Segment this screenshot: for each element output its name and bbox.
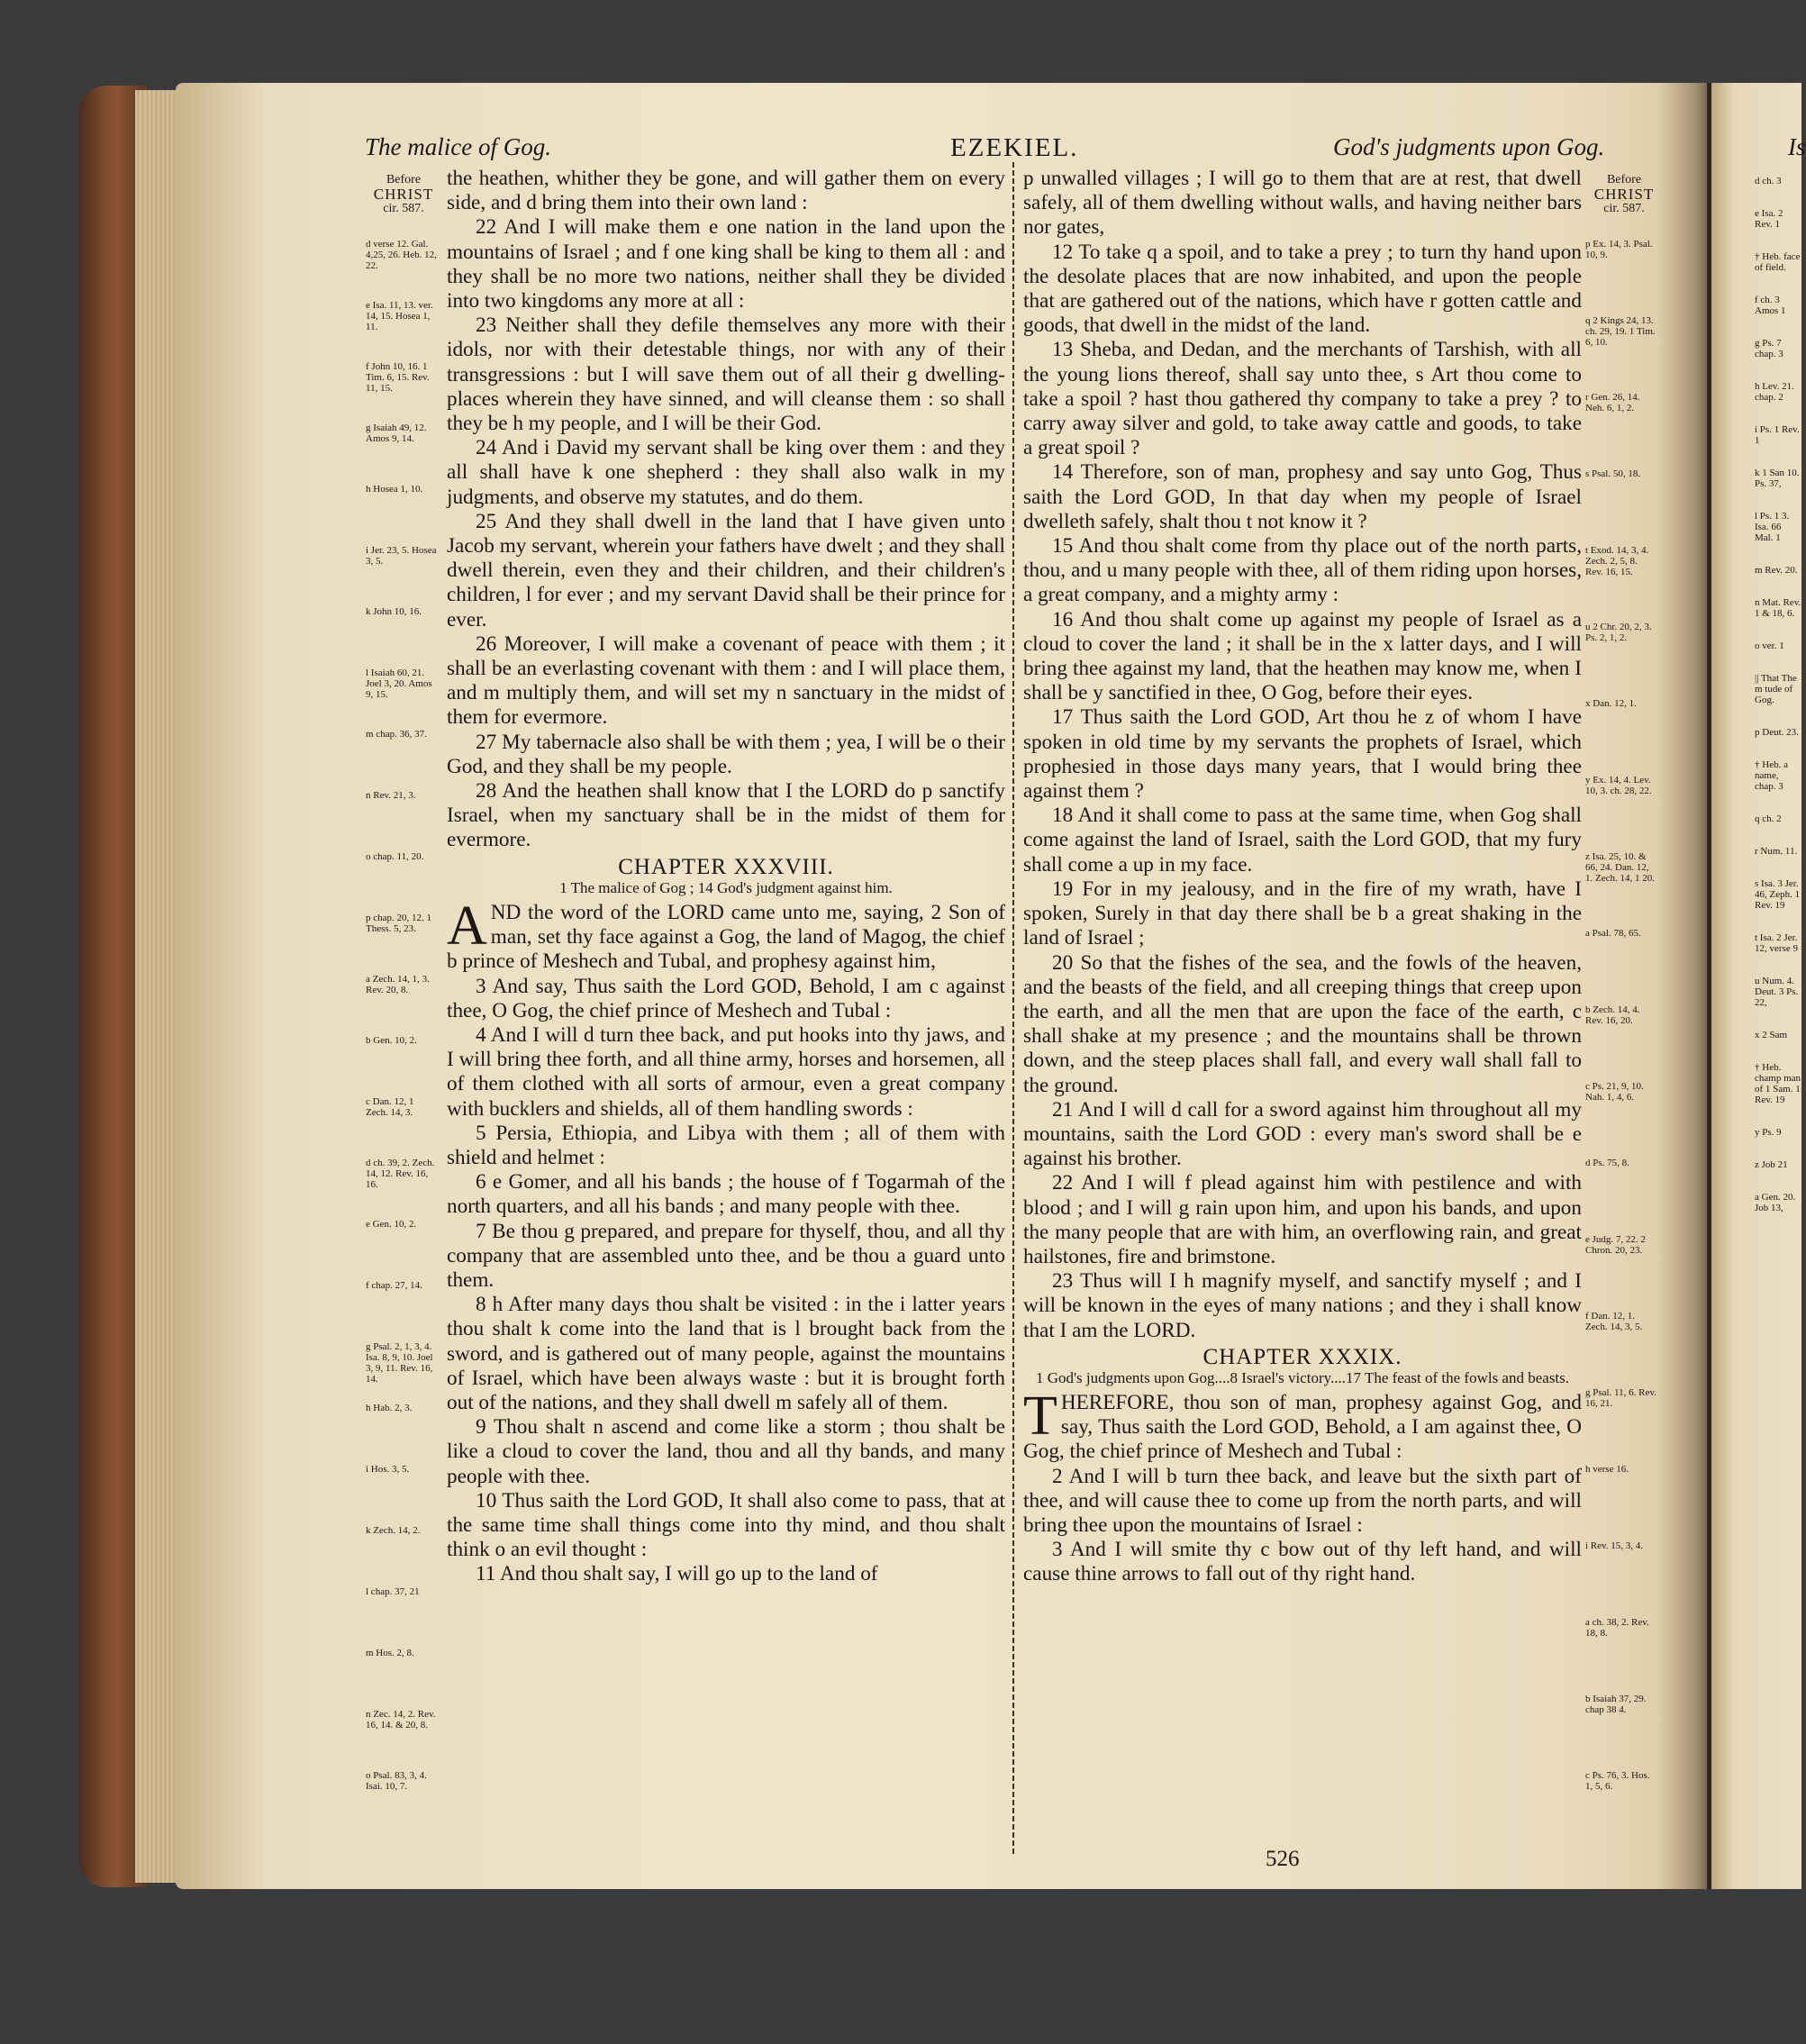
cross-reference-note: m chap. 36, 37. — [366, 729, 427, 740]
next-page-margin-notes — [1755, 176, 1801, 1235]
drop-cap: A — [447, 895, 487, 957]
cross-reference-note: c Ps. 21, 9, 10. Nah. 1, 4, 6. — [1585, 1081, 1644, 1103]
cross-reference-note: o ver. 1 — [1755, 640, 1784, 651]
cross-reference-note: l Isaiah 60, 21. Joel 3, 20. Amos 9, 15. — [366, 668, 432, 700]
verse-paragraph: 17 Thus saith the Lord GOD, Art thou he z of whom I have spoken in old time by my servants the prophets of Israel, which prophesied in those days many years, that I would bring thee against them ? — [1023, 705, 1582, 804]
verse-paragraph: 9 Thou shalt n ascend and come like a storm ; thou shalt be like a cloud to cover the land, thou and all thy bands, and many people with thee. — [447, 1415, 1005, 1488]
cross-reference-note: a Zech. 14, 1, 3. Rev. 20, 8. — [366, 974, 430, 995]
verse-paragraph: 14 Therefore, son of man, prophesy and say unto Gog, Thus saith the Lord GOD, In that day when my people of Israel dwelleth safely, shalt thou t not know it ? — [1023, 460, 1582, 533]
cross-reference-note: r Num. 11. — [1755, 846, 1798, 857]
before-christ-left — [368, 173, 440, 216]
cross-reference-note: k Zech. 14, 2. — [366, 1525, 421, 1536]
cross-reference-note: s Psal. 50, 18. — [1585, 468, 1641, 479]
cross-reference-note: y Ps. 9 — [1755, 1127, 1782, 1138]
cross-reference-note: e Judg. 7, 22. 2 Chron. 20, 23. — [1585, 1234, 1646, 1256]
cross-reference-note: e Gen. 10, 2. — [366, 1219, 417, 1230]
cross-reference-note: b Gen. 10, 2. — [366, 1035, 417, 1046]
cross-reference-note: e Isa. 2 Rev. 1 — [1755, 208, 1783, 230]
cross-reference-note: a Psal. 78, 65. — [1585, 928, 1641, 939]
cross-reference-note: i Hos. 3, 5. — [366, 1464, 410, 1475]
cross-reference-note: d ch. 3 — [1755, 176, 1782, 186]
cross-reference-note: g Ps. 7 chap. 3 — [1755, 338, 1783, 359]
cross-reference-note: d ch. 39, 2. Zech. 14, 12. Rev. 16, 16. — [366, 1158, 435, 1190]
cross-reference-note: h verse 16. — [1585, 1464, 1629, 1475]
verse-paragraph: 27 My tabernacle also shall be with them ; yea, I will be o their God, and they shall be my people. — [447, 730, 1005, 778]
verse-paragraph: 23 Neither shall they defile themselves any more with their idols, nor with their detestable things, nor with any of their transgressions : but I will save them out of all their g dwelling-places wherein they have sinned, and will cleanse them : so shall they be h my people, and I will be their God. — [447, 313, 1005, 436]
verse-paragraph — [1023, 1385, 1582, 1465]
cross-reference-note: t Exod. 14, 3, 4. Zech. 2, 5, 8. Rev. 16, 15. — [1585, 545, 1649, 577]
verse-paragraph: the heathen, whither they be gone, and will gather them on every side, and d bring them into their own land : — [447, 167, 1005, 215]
verse-paragraph: 25 And they shall dwell in the land that I have given unto Jacob my servant, wherein your fathers have dwelt ; and they shall dwell therein, even they and their children, and their children's children, l for ever ; and my servant David shall be their prince for ever. — [447, 509, 1005, 631]
cross-reference-note: n Mat. Rev. 1 & 18, 6. — [1755, 597, 1801, 619]
running-head-right: God's judgments upon Gog. — [1333, 133, 1605, 160]
verse-paragraph: 18 And it shall come to pass at the same time, when Gog shall come against the land of Israel, saith the Lord GOD, that my fury shall come a up in my face. — [1023, 804, 1582, 877]
cross-reference-note: n Zec. 14, 2. Rev. 16, 14. & 20, 8. — [366, 1709, 436, 1731]
verse-paragraph: 26 Moreover, I will make a covenant of peace with them ; it shall be an everlasting covenant with them : and I will place them, and m multiply them, and will set my n sanctuary in the midst of them for evermore. — [447, 631, 1005, 730]
cross-reference-note: q ch. 2 — [1755, 813, 1782, 824]
next-page-head: Is — [1788, 133, 1806, 160]
cross-reference-note: b Zech. 14, 4. Rev. 16, 20. — [1585, 1004, 1640, 1026]
verse-paragraph: 22 And I will f plead against him with pestilence and with blood ; and I will g rain upon him, and upon his bands, and upon the many people that are with him, an overflowing rain, and great hailstones, fire and brimstone. — [1023, 1171, 1582, 1268]
cross-reference-note: a Gen. 20. Job 13, — [1755, 1192, 1796, 1213]
verse-paragraph: 20 So that the fishes of the sea, and the fowls of the heaven, and the beasts of the field, and all creeping things that creep upon the earth, and all the men that are upon the face of the earth, c shall shake at my presence ; and the mountains shall be thrown down, and the steep places shall fall, and every wall shall fall to the ground. — [1023, 950, 1582, 1097]
verse-paragraph: 2 And I will b turn thee back, and leave but the sixth part of thee, and will cause thee to come up from the north parts, and will bring thee upon the mountains of Israel : — [1023, 1464, 1582, 1537]
cross-reference-note: f chap. 27, 14. — [366, 1280, 422, 1291]
verse-paragraph: 24 And i David my servant shall be king over them : and they all shall have k one shepherd : they shall also walk in my judgments, and observe my statutes, and do them. — [447, 436, 1005, 509]
cross-reference-note: z Isa. 25, 10. & 66, 24. Dan. 12, 1. Zech. 14, 1 20. — [1585, 851, 1655, 884]
cross-reference-note: i Rev. 15, 3, 4. — [1585, 1540, 1644, 1551]
verse-paragraph: 28 And the heathen shall know that I the LORD do p sanctify Israel, when my sanctuary shall be in the midst of them for evermore. — [447, 779, 1005, 852]
verse-paragraph — [447, 895, 1005, 975]
chapter-heading: CHAPTER XXXIX. — [1202, 1344, 1402, 1369]
right-text-column — [1023, 167, 1582, 1587]
cross-reference-note: t Isa. 2 Jer. 12, verse 9 — [1755, 932, 1798, 954]
gutter-shadow — [1657, 83, 1711, 1889]
before-christ-christ: CHRIST — [1593, 186, 1655, 203]
verse-text: HEREFORE, thou son of man, prophesy against Gog, and say, Thus saith the Lord GOD, Behold, a I am against thee, O Gog, the chief prince of Meshech and Tubal : — [1023, 1390, 1582, 1464]
right-margin-notes — [1585, 239, 1657, 1860]
before-christ-label: Before — [386, 173, 422, 186]
cross-reference-note: † Heb. a name, chap. 3 — [1755, 759, 1788, 792]
cross-reference-note: u Num. 4. Deut. 3 Ps. 22, — [1755, 976, 1799, 1008]
chapter-summary: 1 The malice of Gog ; 14 God's judgment against him. — [559, 878, 893, 896]
cross-reference-note: z Job 21 — [1755, 1159, 1788, 1170]
verse-paragraph: 16 And thou shalt come up against my people of Israel as a cloud to cover the land ; it shall be in the x latter days, and I will bring thee against my land, that the heathen may know me, when I shall be y sanctified in thee, O Gog, before their eyes. — [1023, 607, 1582, 705]
cross-reference-note: l chap. 37, 21 — [366, 1586, 420, 1597]
cross-reference-note: o Psal. 83, 3, 4. Isai. 10, 7. — [366, 1770, 427, 1792]
verse-paragraph: p unwalled villages ; I will go to them that are at rest, that dwell safely, all of them dwelling without walls, and having neither bars nor gates, — [1023, 167, 1582, 240]
running-head-left: The malice of Gog. — [365, 133, 551, 160]
before-christ-date: cir. 587. — [1603, 202, 1645, 215]
cross-reference-note: x Dan. 12, 1. — [1585, 698, 1637, 709]
cross-reference-note: † Heb. champ man of 1 Sam. 1 Rev. 19 — [1755, 1062, 1801, 1105]
cross-reference-note: x 2 Sam — [1755, 1030, 1788, 1040]
cross-reference-note: g Psal. 11, 6. Rev. 16, 21. — [1585, 1387, 1656, 1409]
cross-reference-note: k John 10, 16. — [366, 606, 422, 617]
verse-text: ND the word of the LORD came unto me, saying, 2 Son of man, set thy face against a Gog, the land of Magog, the chief b prince of Meshech and Tubal, and prophesy against him, — [447, 900, 1005, 974]
verse-paragraph: 22 And I will make them e one nation in the land upon the mountains of Israel ; and f one king shall be king to them all : and they shall be no more two nations, neither shall they be divided into two kingdoms any more at all : — [447, 215, 1005, 313]
left-text-column — [447, 167, 1005, 1587]
left-margin-notes — [366, 239, 438, 1860]
cross-reference-note: s Isa. 3 Jer. 46, Zeph. 1 Rev. 19 — [1755, 878, 1801, 911]
verse-paragraph: 13 Sheba, and Dedan, and the merchants of Tarshish, with all the young lions thereof, shall say unto thee, s Art thou come to take a spoil ? hast thou gathered thy company to take a prey ? to carry away silver and gold, to take away cattle and goods, to take a great spoil ? — [1023, 338, 1582, 460]
cross-reference-note: l Ps. 1 3. Isa. 66 Mal. 1 — [1755, 511, 1790, 543]
verse-paragraph: 10 Thus saith the Lord GOD, It shall also come to pass, that at the same time shall things come into thy mind, and thou shalt think o an evil thought : — [447, 1488, 1005, 1562]
cross-reference-note: p Ex. 14, 3. Psal. 10, 9. — [1585, 239, 1653, 260]
chapter-summary: 1 God's judgments upon Gog....8 Israel's victory....17 The feast of the fowls and beasts. — [1035, 1368, 1570, 1386]
running-head-title: EZEKIEL. — [950, 133, 1079, 162]
cross-reference-note: u 2 Chr. 20, 2, 3. Ps. 2, 1, 2. — [1585, 622, 1652, 643]
cross-reference-note: b Isaiah 37, 29. chap 38 4. — [1585, 1694, 1647, 1715]
cross-reference-note: f Dan. 12, 1. Zech. 14, 3, 5. — [1585, 1311, 1643, 1332]
cross-reference-note: i Ps. 1 Rev. 1 — [1755, 424, 1800, 446]
chapter-heading: CHAPTER XXXVIII. — [618, 854, 834, 879]
cross-reference-note: f John 10, 16. 1 Tim. 6, 15. Rev. 11, 15. — [366, 361, 430, 394]
verse-paragraph: 12 To take q a spoil, and to take a prey ; to turn thy hand upon the desolate places that are now inhabited, and upon the people that are gathered out of the nations, which have r gotten cattle and goods, that dwell in the midst of the land. — [1023, 240, 1582, 338]
verse-paragraph: 19 For in my jealousy, and in the fire of my wrath, have I spoken, Surely in that day there shall be b a great shaking in the land of Israel ; — [1023, 877, 1582, 950]
verse-paragraph: 3 And say, Thus saith the Lord GOD, Behold, I am c against thee, O Gog, the chief prince of Meshech and Tubal : — [447, 974, 1005, 1022]
verse-paragraph: 6 e Gomer, and all his bands ; the house of f Togarmah of the north quarters, and all his bands ; and many people with thee. — [447, 1170, 1005, 1219]
cross-reference-note: n Rev. 21, 3. — [366, 790, 416, 801]
cross-reference-note: || That The m tude of Gog. — [1755, 673, 1797, 705]
page-number: 526 — [1266, 1847, 1300, 1871]
cross-reference-note: r Gen. 26, 14. Neh. 6, 1, 2. — [1585, 392, 1640, 413]
cross-reference-note: y Ex. 14, 4. Lev. 10, 3. ch. 28, 22. — [1585, 775, 1652, 796]
cross-reference-note: p Deut. 23. — [1755, 727, 1799, 738]
verse-paragraph: 11 And thou shalt say, I will go up to the land of — [476, 1562, 878, 1586]
before-christ-right — [1588, 173, 1660, 216]
cross-reference-note: m Hos. 2, 8. — [366, 1648, 414, 1658]
cross-reference-note: q 2 Kings 24, 13. ch. 29, 19. 1 Tim. 6, 10. — [1585, 315, 1656, 348]
cross-reference-note: c Dan. 12, 1 Zech. 14, 3. — [366, 1096, 414, 1118]
column-divider — [1012, 162, 1014, 1856]
verse-paragraph: 23 Thus will I h magnify myself, and sanctify myself ; and I will be known in the eyes of many nations ; and they i shall know that I am the LORD. — [1023, 1269, 1582, 1342]
cross-reference-note: † Heb. face of field. — [1755, 251, 1801, 273]
verse-paragraph: 3 And I will smite thy c bow out of thy left hand, and will cause thine arrows to fall out of thy right hand. — [1023, 1538, 1582, 1586]
verse-paragraph: 21 And I will d call for a sword against him throughout all my mountains, saith the Lord GOD : every man's sword shall be e against his brother. — [1023, 1097, 1582, 1171]
cross-reference-note: p chap. 20, 12. 1 Thess. 5, 23. — [366, 913, 432, 934]
cross-reference-note: c Ps. 76, 3. Hos. 1, 5, 6. — [1585, 1770, 1650, 1792]
cross-reference-note: g Psal. 2, 1, 3, 4. Isa. 8, 9, 10. Joel 3, 9, 11. Rev. 16, 14. — [366, 1341, 433, 1385]
cross-reference-note: d Ps. 75, 8. — [1585, 1158, 1629, 1168]
before-christ-christ: CHRIST — [373, 186, 434, 203]
cross-reference-note: m Rev. 20. — [1755, 565, 1798, 576]
cross-reference-note: o chap. 11, 20. — [366, 851, 424, 862]
cross-reference-note: k 1 San 10. Ps. 37, — [1755, 468, 1800, 489]
verse-paragraph: 15 And thou shalt come from thy place out of the north parts, thou, and u many people with thee, all of them riding upon horses, a great company, and a mighty army : — [1023, 534, 1582, 607]
cross-reference-note: a ch. 38, 2. Rev. 18, 8. — [1585, 1617, 1649, 1639]
before-christ-label: Before — [1606, 173, 1642, 186]
verse-paragraph: 4 And I will d turn thee back, and put hooks into thy jaws, and I will bring thee forth, and all thine army, horses and horsemen, all of them clothed with all sorts of armour, even a great company with bucklers and shields, all of them handling swords : — [447, 1022, 1005, 1121]
cross-reference-note: h Lev. 21. chap. 2 — [1755, 381, 1794, 403]
cross-reference-note: d verse 12. Gal. 4,25, 26. Heb. 12, 22. — [366, 239, 437, 271]
cross-reference-note: g Isaiah 49, 12. Amos 9, 14. — [366, 422, 427, 444]
cross-reference-note: i Jer. 23, 5. Hosea 3, 5. — [366, 545, 437, 567]
cross-reference-note: h Hosea 1, 10. — [366, 484, 423, 495]
cross-reference-note: h Hab. 2, 3. — [366, 1403, 413, 1413]
verse-paragraph: 5 Persia, Ethiopia, and Libya with them ; all of them with shield and helmet : — [447, 1121, 1005, 1169]
before-christ-date: cir. 587. — [383, 202, 424, 215]
drop-cap: T — [1023, 1385, 1057, 1447]
verse-paragraph: 8 h After many days thou shalt be visited : in the i latter years thou shalt k come into the land that is l brought back from the sword, and is gathered out of many people, against the mountains of Israel, which have been always waste : but it is brought forth out of the nations, and they shall dwell m safely all of them. — [447, 1293, 1005, 1414]
verse-paragraph: 7 Be thou g prepared, and prepare for thyself, thou, and all thy company that are assembled unto thee, and be thou a guard unto them. — [447, 1219, 1005, 1292]
cross-reference-note: e Isa. 11, 13. ver. 14, 15. Hosea 1, 11. — [366, 300, 433, 332]
cross-reference-note: f ch. 3 Amos 1 — [1755, 295, 1786, 316]
